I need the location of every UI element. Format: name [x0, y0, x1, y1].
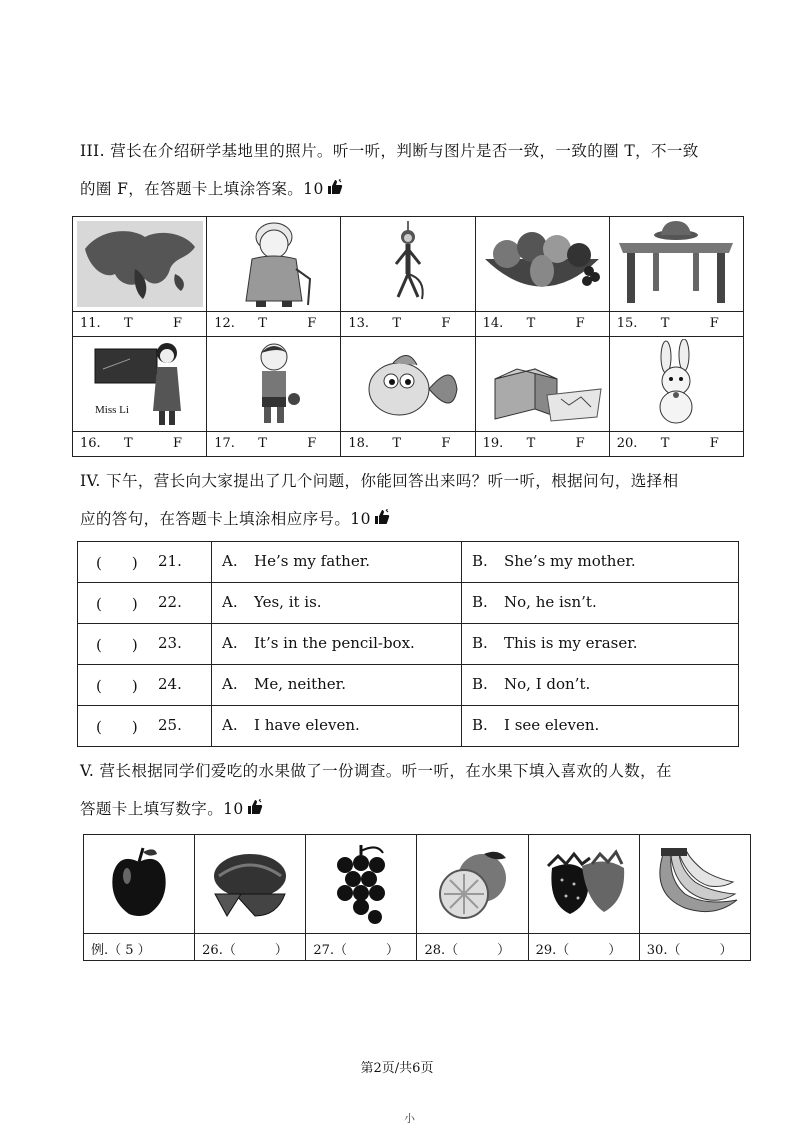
section4-line2-wrap [80, 500, 770, 538]
option-false[interactable]: F [307, 316, 317, 331]
apple-image [84, 835, 195, 934]
thumbs-up-icon [374, 509, 390, 525]
question-11[interactable] [73, 312, 207, 337]
question-row-22 [78, 583, 739, 624]
question-number: 16. [80, 436, 101, 451]
question-row-25 [78, 706, 739, 747]
section3-picture-table [72, 216, 744, 457]
option-false[interactable]: F [441, 316, 451, 331]
picture-row-2 [73, 337, 744, 432]
monkey-image [341, 217, 475, 312]
banana-image [639, 835, 750, 934]
answer-blank[interactable]: ( ) 22. [78, 583, 212, 624]
orange-image [417, 835, 528, 934]
section4-line1: IV. 下午，营长向大家提出了几个问题，你能回答出来吗？听一听，根据问句，选择相 [80, 472, 679, 490]
question-row-23 [78, 624, 739, 665]
box-and-map-image [475, 337, 609, 432]
section3-line2: 的圈 F，在答题卡上填涂答案。10 [80, 180, 324, 198]
fruit-label-row [84, 934, 751, 961]
question-number: 14. [482, 316, 504, 331]
answer-28[interactable]: 28.（ ） [417, 934, 528, 961]
question-19[interactable] [475, 432, 609, 457]
question-number: 20. [616, 436, 638, 451]
thumbs-up-icon [247, 799, 263, 815]
option-b[interactable]: B. She’s my mother. [462, 542, 739, 583]
answer-27[interactable]: 27.（ ） [306, 934, 417, 961]
option-false[interactable]: F [307, 436, 317, 451]
option-true[interactable]: T [258, 316, 267, 331]
fruit-bowl-image [475, 217, 609, 312]
section4-question-table [77, 541, 739, 747]
label-row-2 [73, 432, 744, 457]
option-a[interactable]: A. He’s my father. [212, 542, 462, 583]
option-a[interactable]: A. Me, neither. [212, 665, 462, 706]
question-20[interactable] [609, 432, 743, 457]
option-true[interactable]: T [392, 316, 402, 331]
map-image [73, 217, 207, 312]
section3-instructions [80, 132, 770, 208]
section5-fruit-table [83, 834, 751, 961]
watermelon-image [195, 835, 306, 934]
question-number: 18. [348, 436, 370, 451]
option-false[interactable]: F [173, 436, 183, 451]
option-a[interactable]: A. It’s in the pencil-box. [212, 624, 462, 665]
section5-line2-wrap [80, 790, 770, 828]
answer-blank[interactable]: ( ) 24. [78, 665, 212, 706]
section5-line2: 答题卡上填写数字。10 [80, 800, 244, 818]
option-false[interactable]: F [575, 316, 585, 331]
question-13[interactable] [341, 312, 475, 337]
option-false[interactable]: F [173, 316, 183, 331]
example-answer: 例.（ 5 ） [84, 934, 195, 961]
option-true[interactable]: T [526, 316, 536, 331]
option-false[interactable]: F [575, 436, 585, 451]
section5-instructions [80, 752, 770, 828]
miss-li-label: Miss Li [94, 404, 129, 416]
option-b[interactable]: B. I see eleven. [462, 706, 739, 747]
question-12[interactable] [207, 312, 341, 337]
option-b[interactable]: B. No, he isn’t. [462, 583, 739, 624]
option-true[interactable]: T [660, 436, 670, 451]
question-number: 17. [214, 436, 235, 451]
section5-line1: V. 营长根据同学们爱吃的水果做了一份调查。听一听，在水果下填入喜欢的人数，在 [80, 762, 672, 780]
section3-line1: III. 营长在介绍研学基地里的照片。听一听，判断与图片是否一致，一致的圈 T，不一致 [80, 142, 699, 160]
question-row-24 [78, 665, 739, 706]
answer-blank[interactable]: ( ) 23. [78, 624, 212, 665]
fish-image [341, 337, 475, 432]
bottom-mark: 小 [404, 1112, 415, 1125]
option-true[interactable]: T [124, 436, 133, 451]
section4-instructions [80, 462, 770, 538]
question-number: 12. [214, 316, 235, 331]
option-a[interactable]: A. Yes, it is. [212, 583, 462, 624]
teacher-image [73, 337, 207, 432]
label-row-1 [73, 312, 744, 337]
answer-blank[interactable]: ( ) 21. [78, 542, 212, 583]
option-true[interactable]: T [392, 436, 402, 451]
option-b[interactable]: B. No, I don’t. [462, 665, 739, 706]
answer-26[interactable]: 26.（ ） [195, 934, 306, 961]
thumbs-up-icon [327, 179, 343, 195]
question-number: 15. [616, 316, 638, 331]
page-number: 第2页/共6页 [360, 1061, 434, 1076]
strawberry-image [528, 835, 639, 934]
question-number: 13. [348, 316, 370, 331]
hat-on-table-image [609, 217, 743, 312]
boy-image [207, 337, 341, 432]
option-false[interactable]: F [709, 316, 719, 331]
grapes-image [306, 835, 417, 934]
question-number: 19. [482, 436, 504, 451]
option-false[interactable]: F [441, 436, 451, 451]
option-false[interactable]: F [709, 436, 719, 451]
question-15[interactable] [609, 312, 743, 337]
option-true[interactable]: T [660, 316, 670, 331]
fruit-image-row [84, 835, 751, 934]
option-a[interactable]: A. I have eleven. [212, 706, 462, 747]
question-number: 11. [80, 316, 101, 331]
answer-blank[interactable]: ( ) 25. [78, 706, 212, 747]
option-true[interactable]: T [258, 436, 267, 451]
grandma-image [207, 217, 341, 312]
answer-29[interactable]: 29.（ ） [528, 934, 639, 961]
question-16[interactable] [73, 432, 207, 457]
section4-line2: 应的答句，在答题卡上填涂相应序号。10 [80, 510, 371, 528]
question-14[interactable] [475, 312, 609, 337]
option-true[interactable]: T [124, 316, 133, 331]
answer-30[interactable]: 30.（ ） [639, 934, 750, 961]
question-17[interactable] [207, 432, 341, 457]
question-18[interactable] [341, 432, 475, 457]
option-true[interactable]: T [526, 436, 536, 451]
rabbit-image [609, 337, 743, 432]
picture-row-1 [73, 217, 744, 312]
question-row-21 [78, 542, 739, 583]
option-b[interactable]: B. This is my eraser. [462, 624, 739, 665]
section3-line2-wrap [80, 170, 770, 208]
